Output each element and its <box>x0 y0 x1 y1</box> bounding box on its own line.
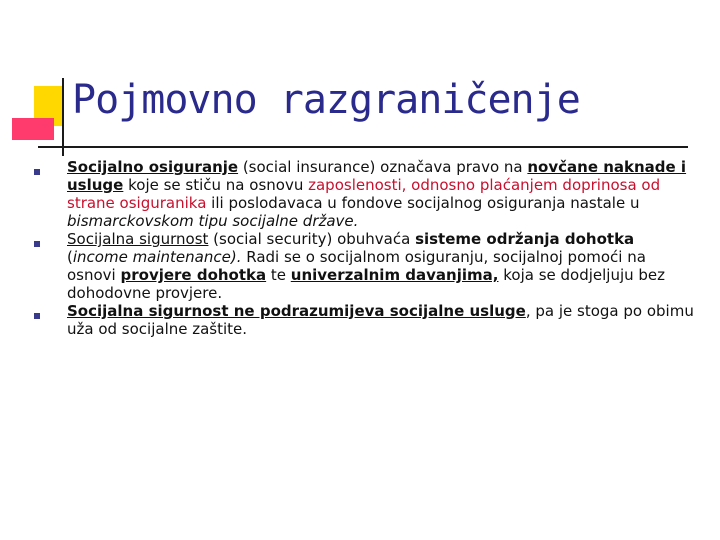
term-provjere-dohotka: provjere dohotka <box>120 266 267 284</box>
bullet-item-socijalno-osiguranje <box>34 158 694 230</box>
italic-bismarckovski-tip: bismarckovskom tipu socijalne države. <box>67 212 359 230</box>
decorative-red-bar <box>12 118 54 140</box>
highlight-zaposlenosti: zaposlenosti, odnosno plaćanjem doprinosa od strane osiguranika <box>67 176 661 212</box>
term-sisteme-odrzanja-dohotka: sisteme održanja dohotka <box>415 230 635 248</box>
bullet-item-socijalna-sigurnost <box>34 230 694 302</box>
text-segment: ( <box>67 248 73 266</box>
text-segment: (social security) obuhvaća <box>208 230 416 248</box>
slide-title: Pojmovno razgraničenje <box>72 77 580 123</box>
term-univerzalnim-davanjima: univerzalnim davanjima, <box>290 266 499 284</box>
text-segment: (social insurance) označava pravo na <box>238 158 528 176</box>
text-segment: Radi se o socijalnom osiguranju, socijalnoj pomoći na osnovi <box>67 248 646 284</box>
italic-income-maintenance: income maintenance). <box>72 248 242 266</box>
term-ne-podrazumijeva-usluge: Socijalna sigurnost ne podrazumijeva socijalne usluge <box>67 302 526 320</box>
decorative-vertical-line <box>62 78 64 156</box>
term-socijalna-sigurnost: Socijalna sigurnost <box>67 230 209 248</box>
bullet-marker-icon <box>34 241 40 247</box>
text-segment: te <box>266 266 291 284</box>
bullet-list <box>34 158 694 338</box>
bullet-marker-icon <box>34 313 40 319</box>
text-segment: , pa je stoga po obimu uža od socijalne zaštite. <box>67 302 694 338</box>
term-socijalno-osiguranje: Socijalno osiguranje <box>67 158 239 176</box>
text-segment: koje se stiču na osnovu <box>123 176 309 194</box>
bullet-item-ne-podrazumijeva <box>34 302 694 338</box>
term-novcane-naknade: novčane naknade i usluge <box>67 158 687 194</box>
bullet-marker-icon <box>34 169 40 175</box>
title-underline-divider <box>38 146 688 148</box>
text-segment: ili poslodavaca u fondove socijalnog osiguranja nastale u <box>206 194 640 212</box>
text-segment: koja se dodjeljuju bez dohodovne provjere. <box>67 266 666 302</box>
